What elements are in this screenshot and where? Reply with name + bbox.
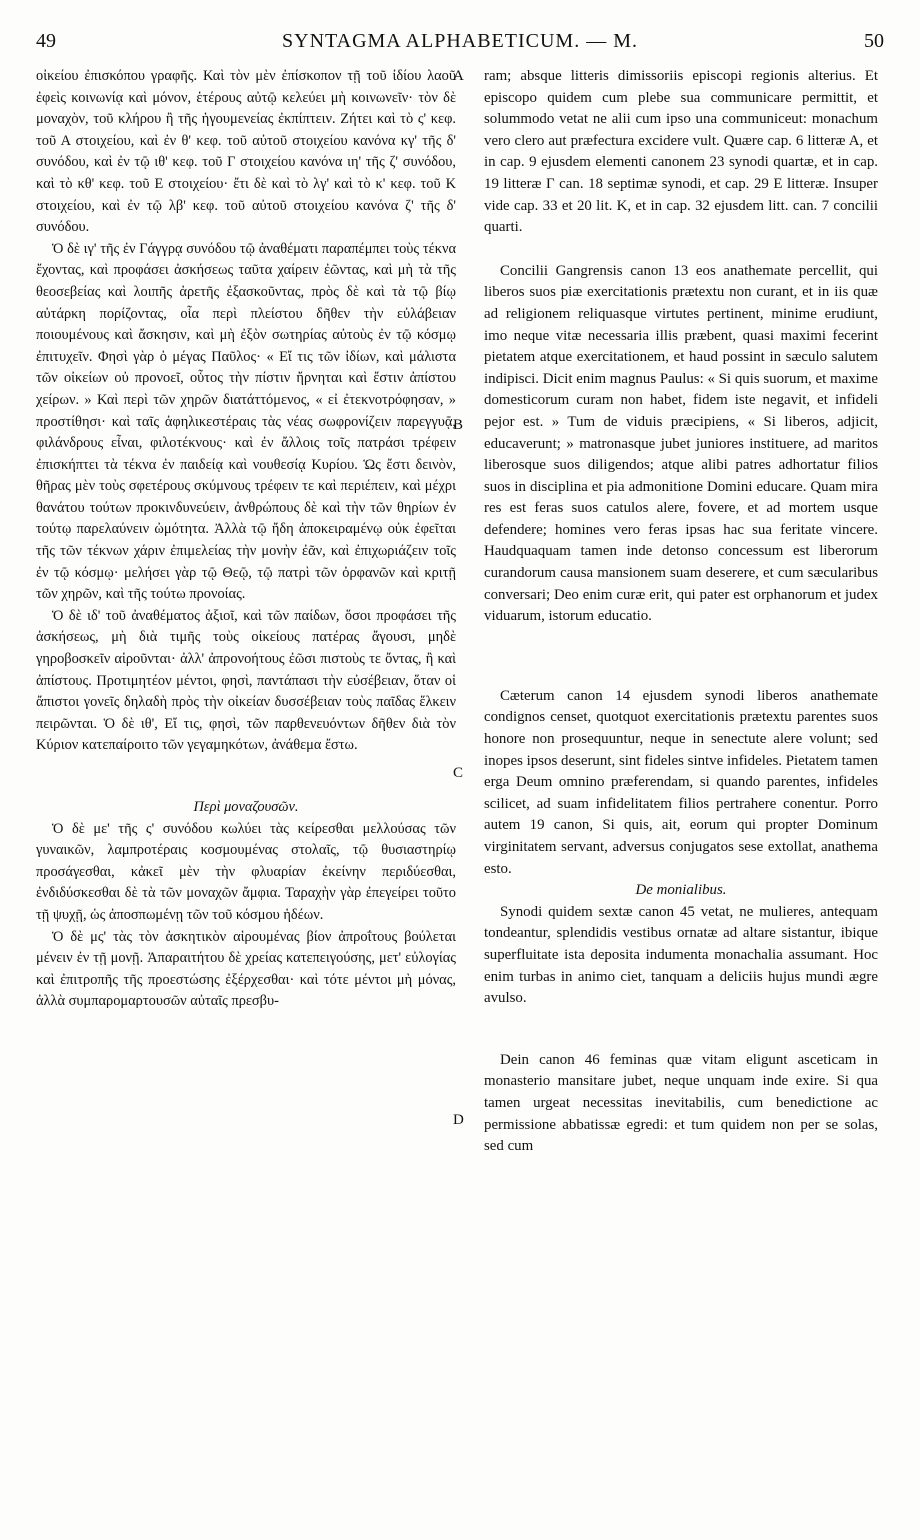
page-number-right: 50 bbox=[864, 30, 884, 52]
margin-marker-c: C bbox=[453, 765, 464, 781]
latin-paragraph-1: ram; absque litteris dimissoriis episcopi regionis alterius. Et episcopo quidem cum plebe sua communicare permittit, et solummodo vetat ne alii cum ipso una communiceut: monachum vero clero aut præfectura excidere vult. Quære cap. 6 litteræ A, et in cap. 9 ejusdem elementi canonem 23 synodi quartæ, et in cap. 19 litteræ Γ can. 18 septimæ synodi, et cap. 29 E litteræ. Insuper vide cap. 33 et 20 lit. K, et in cap. 32 ejusdem litt. can. 7 concilii quarti. bbox=[484, 68, 878, 236]
greek-paragraph-1: οἰκείου ἐπισκόπου γραφῆς. Καὶ τὸν μὲν ἐπίσκοπον τῇ τοῦ ἰδίου λαοῦ ἐφεὶς κοινωνίᾳ καὶ μόνον, ἑτέρους αὐτῷ κελεύει μὴ κοινωνεῖν· τὸν δὲ μοναχὸν, τοῦ κλήρου ἢ τῆς ἡγουμενείας ἐκπίπτειν. Ζήτει καὶ τὸ ς' κεφ. τοῦ Α στοιχείου, καὶ ἐν θ' κεφ. τοῦ αὐτοῦ στοιχείου κανόνα κγ' τῆς δ' συνόδου, καὶ ἐν τῷ ιθ' κεφ. τοῦ Γ στοιχείου κανόνα ιη' τῆς ζ' συνόδου, καὶ τὸ κθ' κεφ. τοῦ Ε στοιχείου· ἔτι δὲ καὶ τὸ λγ' καὶ τὸ κ' κεφ. τοῦ Κ στοιχείου, καὶ ἐν τῷ λβ' κεφ. τοῦ αὐτοῦ στοιχείου κανόνα ζ' τῆς δ' συνόδου. bbox=[36, 68, 456, 236]
page-header bbox=[36, 30, 884, 60]
margin-marker-a: A bbox=[453, 68, 464, 84]
latin-section-title: De monialibus. bbox=[635, 882, 727, 899]
greek-column bbox=[36, 66, 456, 1013]
running-title: SYNTAGMA ALPHABETICUM. — M. bbox=[282, 30, 638, 52]
latin-paragraph-4: Synodi quidem sextæ canon 45 vetat, ne mulieres, antequam tondeantur, splendidis vestibus ornatæ ad altare sistantur, ibique superfluitate ista deposita indumenta monachalia assumant. Hoc enim turbas in animo ciet, tanquam a deliciis hujus mundi ægre avulso. bbox=[484, 903, 878, 1007]
latin-paragraph-5: Dein canon 46 feminas quæ vitam eligunt asceticam in monasterio mansitare jubet, neque unquam inde exire. Si qua tamen urgeat necessitas inevitabilis, cum benedictione ac permissione abbatissæ egredi: et tum quidem non per se solas, sed cum bbox=[484, 1051, 878, 1155]
greek-section-title: Περὶ μοναζουσῶν. bbox=[193, 799, 299, 815]
greek-paragraph-3: Ὁ δὲ ιδ' τοῦ ἀναθέματος ἀξιοῖ, καὶ τῶν παίδων, ὅσοι προφάσει τῆς ἀσκήσεως, μὴ διὰ τιμῆς τοὺς οἰκείους πατέρας ἄγουσι, μηδὲ γηροβοσκεῖν αἱροῦνται· ἀλλ' ἀπρονοήτους ἐῶσι πιστοὺς τε ὄντας, ἢ καὶ ἀπίστους. Προτιμητέον μέντοι, φησὶ, παντάπασι τὴν εὐσέβειαν, ὅταν οἱ ἄπιστοι γονεῖς δηλαδὴ πρὸς τὴν οἰκείαν δυσσέβειαν τοὺς παῖδας ἕλκειν πειρῶνται. Ὁ δὲ ιθ', Εἴ τις, φησὶ, τῶν παρθενευόντων δῆθεν διὰ τὸν Κύριον κατεπαίροιτο τῶν γεγαμηκότων, ἀνάθεμα ἔστω. bbox=[36, 607, 456, 754]
greek-paragraph-5: Ὁ δὲ μς' τὰς τὸν ἀσκητικὸν αἱρουμένας βίον ἀπροΐτους βούλεται μένειν ἐν τῇ μονῇ. Ἀπαραιτήτου δὲ χρείας κατεπειγούσης, μετ' εὐλογίας καὶ ἐπιτροπῆς τῆς προεστώσης ἐξέρχεσθαι· καὶ τότε μέντοι μὴ μόνας, ἀλλὰ συμπαρομαρτουσῶν αὐταῖς πρεσβυ- bbox=[36, 928, 456, 1010]
greek-paragraph-4: Ὁ δὲ με' τῆς ς' συνόδου κωλύει τὰς κείρεσθαι μελλούσας τῶν γυναικῶν, λαμπροτέραις κοσμουμένας στολαῖς, τῷ θυσιαστηρίῳ προσάγεσθαι, κἀκεῖ μὲν τὴν φλυαρίαν ἐκείνην περιδύεσθαι, ἐνδιδύσκεσθαι δὲ τὰ τῶν μοναχῶν ἄμφια. Ταραχὴν γὰρ ἐπεγείρει τοῦτο τῇ ψυχῇ, ὡς ἀποσπωμένῃ τῶν τοῦ κόσμου ἡδέων. bbox=[36, 820, 456, 923]
page-number-left: 49 bbox=[36, 30, 56, 52]
margin-marker-d: D bbox=[453, 1112, 464, 1128]
greek-paragraph-2: Ὁ δὲ ιγ' τῆς ἐν Γάγγρᾳ συνόδου τῷ ἀναθέματι παραπέμπει τοὺς τέκνα ἔχοντας, καὶ προφάσει ἀσκήσεως ταῦτα χαίρειν ἐῶντας, καὶ μὴ τὰ τῆς θεοσεβείας καὶ λοιπῆς ἀρετῆς ἐξασκοῦντας, πρὸς δὲ καὶ τὰ τῷ βίῳ αὐτάρκη πορίζοντας, οἷα περὶ πλείστου δῆθεν τὴν εὐλάβειαν ποιουμένους καὶ ἄσκησιν, καὶ μὴ ἐξὸν σωτηρίας αὐτοὺς ἐν τῷ κόσμῳ ἐπιτυχεῖν. Φησὶ γὰρ ὁ μέγας Παῦλος· « Εἴ τις τῶν ἰδίων, καὶ μάλιστα τῶν οἰκείων οὐ προνοεῖ, οὗτος τὴν πίστιν ἤρνηται καὶ ἔστιν ἀπίστου χείρων. » Καὶ περὶ τῶν χηρῶν διατάττόμενος, « εἰ ἐτεκνοτρόφησαν, » προστίθησι· καὶ ταῖς ἀφηλικεστέραις τὰς νέας σωφρονίζειν παρεγγυᾷ, φιλάνδρους εἶναι, φιλοτέκνους· καὶ ἐν ἄλλοις τοῖς πατράσι τρέφειν ἐπισκήπτει τὰ τέκνα ἐν παιδείᾳ καὶ νουθεσίᾳ Κυρίου. Ὡς ἔστι δεινὸν, θῆρας μὲν τοὺς σφετέρους σκύμνους τρέφειν τε καὶ περιέπειν, καὶ μέχρι θανάτου τούτων προκινδυνεύειν, ἀνθρώπους δὲ καὶ τὴν τῶν θηρίων ἐν τούτῳ παρελαύνειν ὠμότητα. Ἀλλὰ τῷ ἤδη ἀποκειραμένῳ οὐκ ἐφεῖται τῆς τῶν τέκνων χάριν ἐπιμελείας τὴν μονὴν ἐᾶν, καὶ ἐπιχωριάζειν τοῖς ἐν τῷ κόσμῳ· μελήσει γὰρ τῷ Θεῷ, τῷ πατρὶ τῶν ὀρφανῶν καὶ κριτῇ τῶν χηρῶν, καὶ τῆς τούτω προνοίας. bbox=[36, 240, 456, 603]
margin-marker-b: B bbox=[453, 417, 464, 433]
latin-paragraph-3: Cæterum canon 14 ejusdem synodi liberos anathemate condignos censet, quotquot exercitationis prætextu parentes suos honore non prosequuntur, neque in senectute alere volunt; sed inopes ipsos deserunt, sint fideles sintve infideles. Pietatem tamen erga Deum omnino præferendam, si quando parentes, infideles scilicet, ad suam infidelitatem filios pertrahere conentur. Porro autem 19 canon, Si quis, ait, eorum qui propter Dominum virginitatem servant, adversus conjugatos sese extollat, anathema esto. bbox=[484, 687, 878, 877]
latin-column bbox=[484, 66, 878, 1158]
latin-paragraph-2: Concilii Gangrensis canon 13 eos anathemate percellit, qui liberos suos piæ exercitationis prætextu non curant, et in iis quæ ad religionem reliquasque virtutes pertinent, minime erudiunt, imo neque vitæ necessaria illis præbent, quasi maximi fecerint pietatem atque exercitationem, et haud possint in sæculo salutem indipisci. Dicit enim magnus Paulus: « Si quis suorum, et maxime domesticorum curam non habet, fidem iste negavit, et infideli pejor est. » Tum de viduis præcipiens, « Si liberos, adjicit, educaverunt; » matronasque jubet juniores instituere, ad maritos liberosque suos diligendos; atque alibi patres adhortatur filios suos in disciplina et pia admonitione Domini educare. Quam mira res est feras suos catulos alere, fovere, et ad mortem usque defendere; homines vero feras ipsas hac sua feritate vincere. Haudquaquam tamen inde detonso concessum est liberorum curandorum causa mansionem suam deserere, et cum sæcularibus conversari; Deo enim curæ erit, qui pater est orphanorum et judex viduarum, istorum educatio. bbox=[484, 262, 878, 625]
